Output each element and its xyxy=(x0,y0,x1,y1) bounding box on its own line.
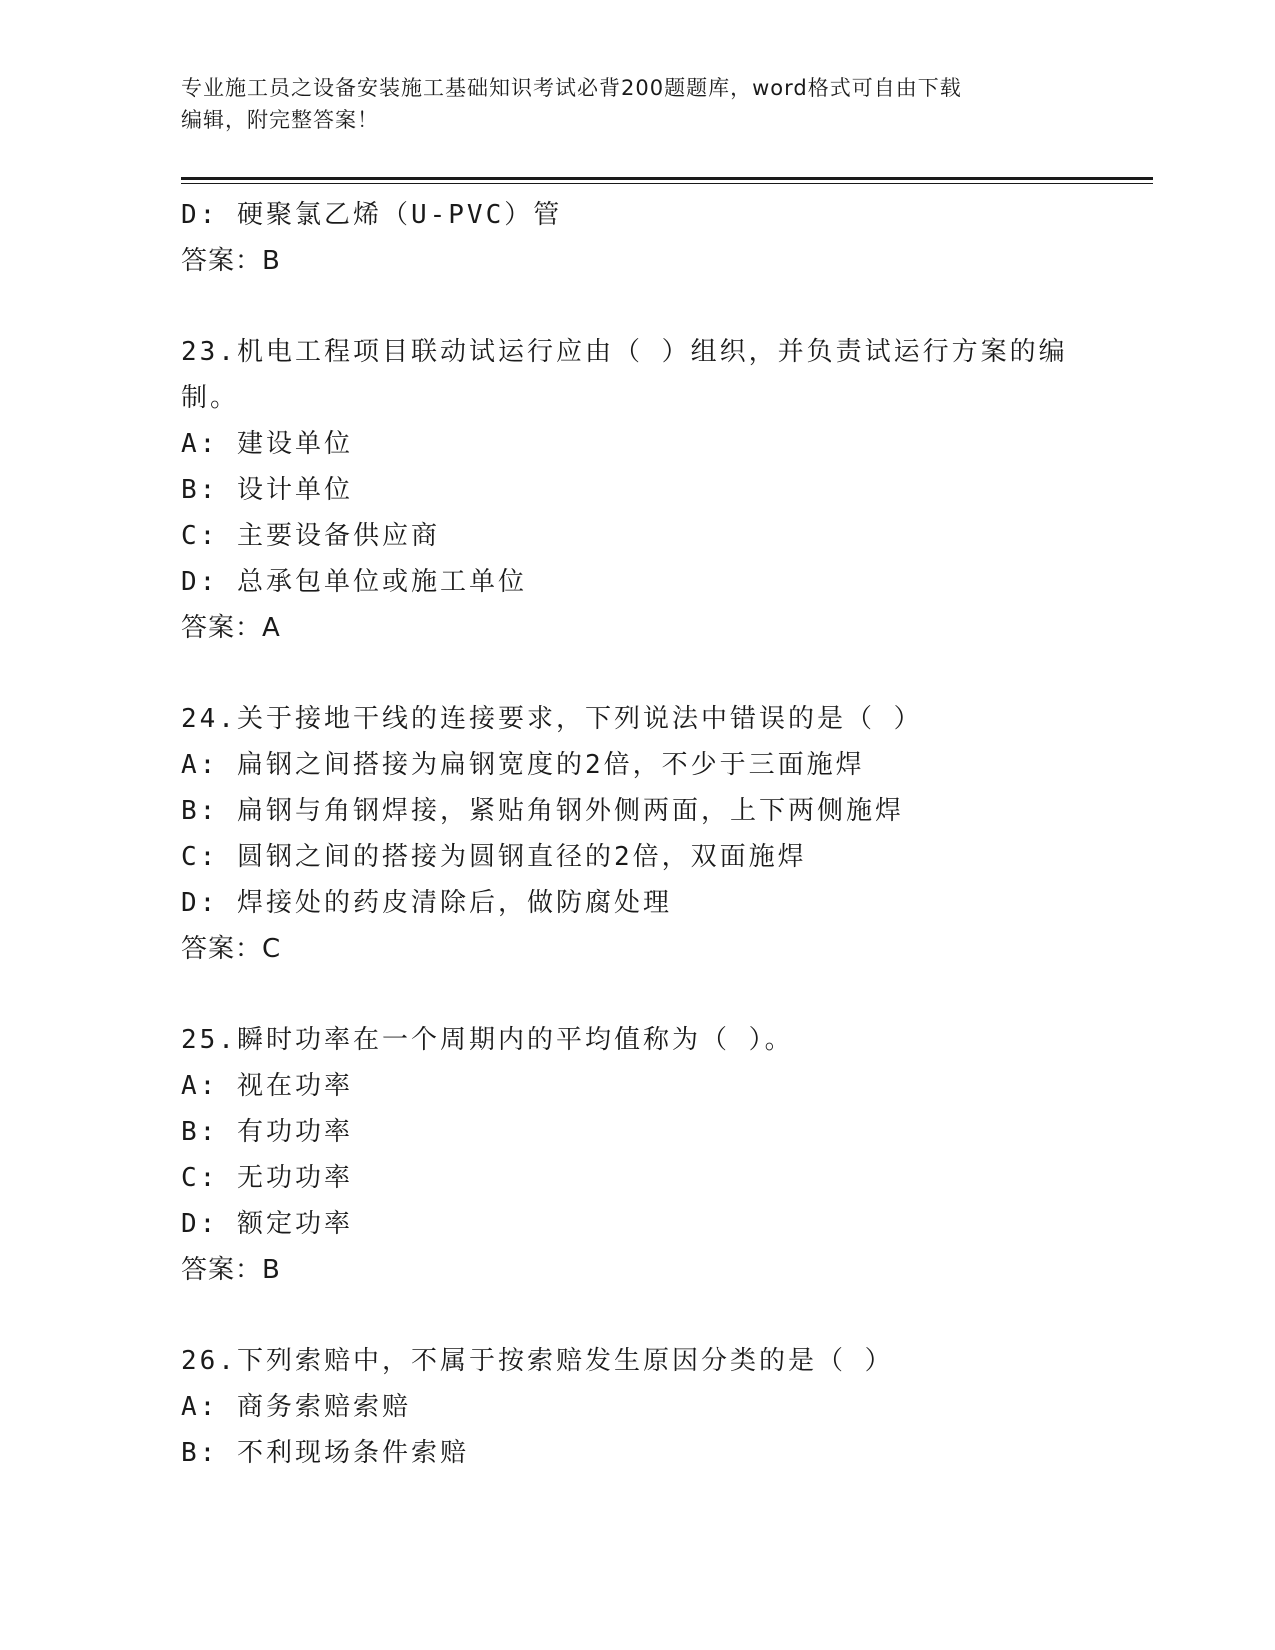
option-b: B: 不利现场条件索赔 xyxy=(181,1438,469,1468)
answer: 答案：A xyxy=(181,613,281,643)
option-a: A: 扁钢之间搭接为扁钢宽度的2倍，不少于三面施焊 xyxy=(181,750,865,780)
option-b: B: 设计单位 xyxy=(181,475,353,505)
option-d: D: 总承包单位或施工单位 xyxy=(181,567,527,597)
option-d: D: 额定功率 xyxy=(181,1209,353,1239)
question-stem: 23.机电工程项目联动试运行应由（ ）组织，并负责试运行方案的编 xyxy=(181,337,1068,367)
question-stem: 24.关于接地干线的连接要求，下列说法中错误的是（ ） xyxy=(181,704,923,734)
option-d: D: 硬聚氯乙烯（U-PVC）管 xyxy=(181,200,563,230)
header-line-1: 专业施工员之设备安装施工基础知识考试必背200题题库，word格式可自由下载 xyxy=(181,76,962,100)
option-b: B: 有功功率 xyxy=(181,1117,353,1147)
option-c: C: 无功功率 xyxy=(181,1163,353,1193)
answer: 答案：B xyxy=(181,246,281,276)
option-a: A: 建设单位 xyxy=(181,429,353,459)
header-divider-thick xyxy=(181,177,1153,180)
option-a: A: 商务索赔索赔 xyxy=(181,1392,411,1422)
question-stem: 26.下列索赔中，不属于按索赔发生原因分类的是（ ） xyxy=(181,1346,894,1376)
question-24 xyxy=(181,696,1081,972)
option-c: C: 圆钢之间的搭接为圆钢直径的2倍，双面施焊 xyxy=(181,842,807,872)
option-d: D: 焊接处的药皮清除后，做防腐处理 xyxy=(181,888,672,918)
question-stem-continued: 制。 xyxy=(181,383,240,413)
document-header xyxy=(181,72,1061,136)
header-line-2: 编辑，附完整答案！ xyxy=(181,108,379,132)
question-25 xyxy=(181,1017,1081,1293)
option-b: B: 扁钢与角钢焊接，紧贴角钢外侧两面，上下两侧施焊 xyxy=(181,796,904,826)
question-23 xyxy=(181,329,1081,651)
header-divider-thin xyxy=(181,183,1153,184)
answer: 答案：B xyxy=(181,1255,281,1285)
option-a: A: 视在功率 xyxy=(181,1071,353,1101)
question-26 xyxy=(181,1338,1081,1476)
question-stem: 25.瞬时功率在一个周期内的平均值称为（ ）。 xyxy=(181,1025,794,1055)
option-c: C: 主要设备供应商 xyxy=(181,521,440,551)
question-list xyxy=(181,192,1081,1476)
answer: 答案：C xyxy=(181,934,282,964)
